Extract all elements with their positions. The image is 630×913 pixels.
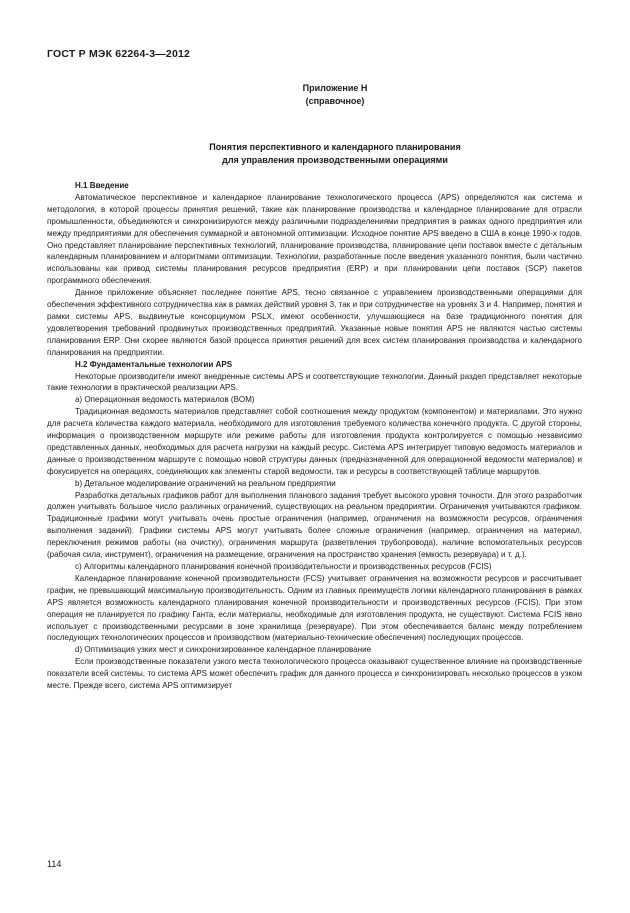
paragraph: Традиционная ведомость материалов представляет собой соотношения между продуктом (компонентом) и материалами. Это нужно для расчета количества каждого материала, необходимого для изготовления требуемого количества конечного продукта. С другой стороны, информация о производственном маршруте или режиме работы для изготовления продукта контролируется с помощью независимо представленных данных, необходимых для расчета нагрузки на каждый ресурс. Система APS интегрирует типовую ведомость материалов и данные о производственном маршруте с помощью новой структуры данных (предназначенной для операционной ведомости материалов) и фокусируется на операциях, соединяющих как элементы старой ведомости, так и ресурсы в соответствующей таблице маршрутов.: [47, 407, 582, 476]
section-title-line-2: для управления производственными операциями: [222, 155, 448, 165]
paragraph: b) Детальное моделирование ограничений на реальном предприятии: [75, 478, 336, 488]
paragraph: Данное приложение объясняет последнее понятие APS, тесно связанное с управлением производственными операциями для обеспечения эффективного сотрудничества как в рамках действий уровня 3, так и при сотрудничестве на уровнях 3 и 4. Например, понятия и рамки системы APS, выдвинутые консорциумом PSLX, имеют особенности, улучшающиеся на базе традиционного понятия для удовлетворения требований продвинутых производственных предприятий. Указанные новые понятия APS не являются частью системы планирования ERP. Они скорее являются базой процесса принятия решений для всех систем планирования производства и календарного планирования на предприятии.: [47, 288, 582, 357]
paragraph: Календарное планирование конечной производительности (FCS) учитывает ограничения на возможности ресурсов и рассчитывает график, не превышающий максимальную производительность. Одним из главных преимуществ логики календарного планирования в рамках APS является возможность календарного планирования конечной производительности и производственных ресурсов (FCIS). При этом операция не планируется по графику Ганта, если материалы, необходимые для изготовления продукта, не существуют. Система FCIS явно использует с производственными ресурсами в зоне хранилища (резервуаре). При этом обеспечивается баланс между потреблением последующих технологических процессов и производством (материально-технические обеспечения) последующих процессов.: [47, 573, 582, 643]
section-heading: Н.2 Фундаментальные технологии APS: [75, 359, 233, 369]
page-number: 114: [47, 859, 62, 869]
paragraph: Автоматическое перспективное и календарное планирование технологического процесса (APS) определяются как система и методология, в которой процессы принятия решений, такие как планирование производства и календарное планирование для отрасли промышленности, объединяются и синхронизируются между различными подразделениями предприятия в рамках одного предприятия или между предприятиями для обеспечения суммарной и автономной оптимизации. Исходное понятие APS введено в США в конце 1990-х годов. Оно представляет планирование перспективных технологий, планирование производства, планирование цепи поставок вместе с детальным календарным планированием и алгоритмами оптимизации. Технологии, разработанные после введения указанного понятия, были частично использованы как привод системы планирования ресурсов предприятия (ERP) и при планировании цепи поставок (SCP) пакетов программного обеспечения.: [47, 192, 582, 286]
section-title: [0, 141, 630, 167]
section-title-line-1: Понятия перспективного и календарного планирования: [209, 142, 461, 152]
appendix-title: Приложение Н: [302, 83, 368, 93]
document-header: ГОСТ Р МЭК 62264-3—2012: [47, 48, 191, 60]
paragraph: Разработка детальных графиков работ для выполнения планового задания требует высокого уровня точности. Для этого разработчик должен учитывать большое число различных ограничений, существующих на реальном предприятии. Ограничения учитываются графиком. Традиционные графики могут учитывать очень простые ограничения (например, ограничения на возможности ресурсов, ограничения выполнения заданий). Графики системы APS могут учитывать более сложные ограничения (например, ограничения на материал, переключения режимов работы (на очистку), ограничения маршрута (разветвления трубопровода), наличие вспомогательных ресурсов (рабочая сила, инструмент), ограничения на размещение, ограничения на пространство хранения (емкость резервуара) и т. д.).: [47, 490, 582, 560]
paragraph: d) Оптимизация узких мест и синхронизированное календарное планирование: [75, 645, 372, 655]
paragraph: Если производственные показатели узкого места технологического процесса оказывают существенное влияние на производственные показатели всей системы, то система APS может обеспечить график для данного процесса и синхронизировать несколько процессов в узком месте. Прежде всего, система APS оптимизирует: [47, 657, 582, 691]
paragraph: Некоторые производители имеют внедренные системы APS и соответствующие технологии. Данный раздел представляет некоторые такие технологии в практической реализации APS.: [47, 371, 582, 393]
document-body: [47, 180, 582, 692]
appendix-label: [0, 82, 630, 108]
appendix-subtitle: (справочное): [305, 96, 365, 106]
paragraph: а) Операционная ведомость материалов (BOM): [75, 395, 255, 405]
section-heading: Н.1 Введение: [75, 181, 129, 190]
paragraph: c) Алгоритмы календарного планирования конечной производительности и производственных ресурсов (FCIS): [75, 562, 492, 571]
